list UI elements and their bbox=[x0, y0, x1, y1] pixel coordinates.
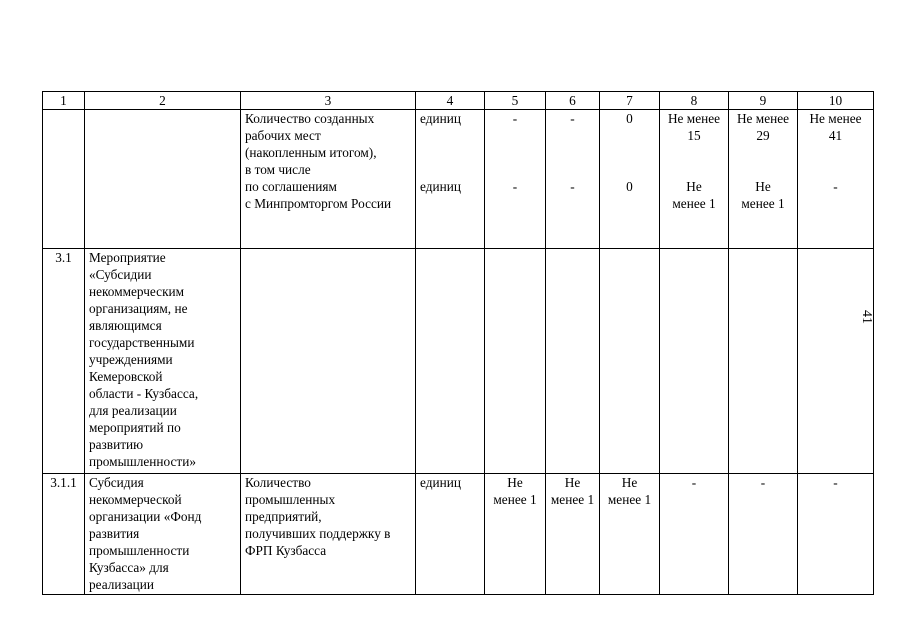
value-line: Не bbox=[621, 475, 638, 490]
value-main: - bbox=[570, 111, 575, 126]
indicator-line: рабочих мест bbox=[245, 128, 321, 143]
activity-line: являющимся bbox=[89, 318, 162, 333]
value-main: Не менее bbox=[736, 111, 790, 126]
activity-line: промышленности bbox=[89, 543, 190, 558]
value-cell-col10 bbox=[798, 249, 874, 474]
indicator-line: по соглашениям bbox=[245, 179, 337, 194]
value-sub: менее 1 bbox=[672, 196, 716, 211]
header-col-8: 8 bbox=[660, 92, 729, 110]
header-col-4: 4 bbox=[416, 92, 485, 110]
header-row bbox=[43, 92, 874, 110]
activity-name-cell bbox=[85, 249, 241, 474]
activity-line: реализации bbox=[89, 577, 154, 592]
activity-line: учреждениями bbox=[89, 352, 173, 367]
value-cell-col9 bbox=[729, 249, 798, 474]
header-col-6: 6 bbox=[546, 92, 600, 110]
value-sub: Не bbox=[686, 179, 702, 194]
value-main: 15 bbox=[687, 128, 701, 143]
value-line: Не bbox=[507, 475, 523, 490]
unit-cell: единиц bbox=[416, 474, 485, 595]
value-cell-col9: - bbox=[729, 474, 798, 595]
value-main: Не менее bbox=[809, 111, 862, 126]
header-col-10: 10 bbox=[798, 92, 874, 110]
value-main: 41 bbox=[828, 128, 843, 143]
header-col-3: 3 bbox=[241, 92, 416, 110]
value-main: 0 bbox=[626, 111, 633, 126]
unit-main: единиц bbox=[420, 111, 461, 126]
indicator-cell bbox=[241, 474, 416, 595]
activity-line: мероприятий по bbox=[89, 420, 181, 435]
row-number-cell: 3.1 bbox=[43, 249, 85, 474]
activity-line: Мероприятие bbox=[89, 250, 166, 265]
indicator-cell bbox=[241, 110, 416, 249]
value-cell-col8 bbox=[660, 249, 729, 474]
activity-line: государственными bbox=[89, 335, 195, 350]
value-sub: - bbox=[833, 179, 838, 194]
value-cell-col6 bbox=[546, 249, 600, 474]
value-cell-col6 bbox=[546, 474, 600, 595]
value-sub: - bbox=[512, 179, 518, 194]
indicator-line: с Минпромторгом России bbox=[245, 196, 392, 211]
indicator-line: Количество bbox=[245, 475, 311, 490]
value-cell-col6 bbox=[546, 110, 600, 249]
activity-line: некоммерческой bbox=[89, 492, 182, 507]
activity-line: Субсидия bbox=[89, 475, 144, 490]
value-sub: Не bbox=[755, 179, 771, 194]
table-row-3-1 bbox=[43, 249, 874, 474]
value-sub: 0 bbox=[626, 179, 633, 194]
header-col-1: 1 bbox=[43, 92, 85, 110]
row-number-cell: 3.1.1 bbox=[43, 474, 85, 595]
unit-cell bbox=[416, 110, 485, 249]
header-col-9: 9 bbox=[729, 92, 798, 110]
activity-name-cell bbox=[85, 474, 241, 595]
activity-line: области - Кузбасса, bbox=[89, 386, 199, 401]
value-line: Не bbox=[564, 475, 581, 490]
activity-line: организации «Фонд bbox=[89, 509, 202, 524]
value-cell-col7 bbox=[600, 110, 660, 249]
value-cell-col5 bbox=[485, 110, 546, 249]
page-number: 41 bbox=[859, 310, 874, 324]
table-row-3-1-1 bbox=[43, 474, 874, 595]
value-line: менее 1 bbox=[493, 492, 537, 507]
value-main: 29 bbox=[756, 128, 770, 143]
value-line: менее 1 bbox=[607, 492, 652, 507]
activity-line: Кемеровской bbox=[89, 369, 163, 384]
activity-line: развитию bbox=[89, 437, 144, 452]
value-main: - bbox=[512, 111, 518, 126]
table-row-jobs bbox=[43, 110, 874, 249]
indicator-line: ФРП Кузбасса bbox=[245, 543, 327, 558]
header-col-7: 7 bbox=[600, 92, 660, 110]
value-sub: менее 1 bbox=[741, 196, 785, 211]
value-cell-col8 bbox=[660, 110, 729, 249]
indicator-line: промышленных bbox=[245, 492, 336, 507]
value-cell-col7 bbox=[600, 474, 660, 595]
activity-line: для реализации bbox=[89, 403, 177, 418]
activity-line: развития bbox=[89, 526, 140, 541]
row-number-cell bbox=[43, 110, 85, 249]
header-col-2: 2 bbox=[85, 92, 241, 110]
activity-line: Кузбасса» для bbox=[89, 560, 169, 575]
indicators-table bbox=[42, 91, 874, 595]
value-cell-col9 bbox=[729, 110, 798, 249]
activity-line: организациям, не bbox=[89, 301, 188, 316]
unit-cell bbox=[416, 249, 485, 474]
indicator-cell bbox=[241, 249, 416, 474]
indicator-line: (накопленным итогом), bbox=[245, 145, 377, 160]
activity-name-cell bbox=[85, 110, 241, 249]
value-sub: - bbox=[570, 179, 575, 194]
activity-line: «Субсидии bbox=[89, 267, 152, 282]
value-cell-col10: - bbox=[798, 474, 874, 595]
value-cell-col5 bbox=[485, 249, 546, 474]
value-line: менее 1 bbox=[550, 492, 595, 507]
value-main: Не менее bbox=[667, 111, 721, 126]
value-cell-col5 bbox=[485, 474, 546, 595]
header-col-5: 5 bbox=[485, 92, 546, 110]
activity-line: промышленности» bbox=[89, 454, 196, 469]
indicator-line: Количество созданных bbox=[245, 111, 375, 126]
unit-sub: единиц bbox=[420, 179, 461, 194]
value-cell-col8: - bbox=[660, 474, 729, 595]
value-cell-col7 bbox=[600, 249, 660, 474]
value-cell-col10 bbox=[798, 110, 874, 249]
indicator-line: предприятий, bbox=[245, 509, 322, 524]
indicator-line: получивших поддержку в bbox=[245, 526, 391, 541]
indicator-line: в том числе bbox=[245, 162, 311, 177]
activity-line: некоммерческим bbox=[89, 284, 185, 299]
